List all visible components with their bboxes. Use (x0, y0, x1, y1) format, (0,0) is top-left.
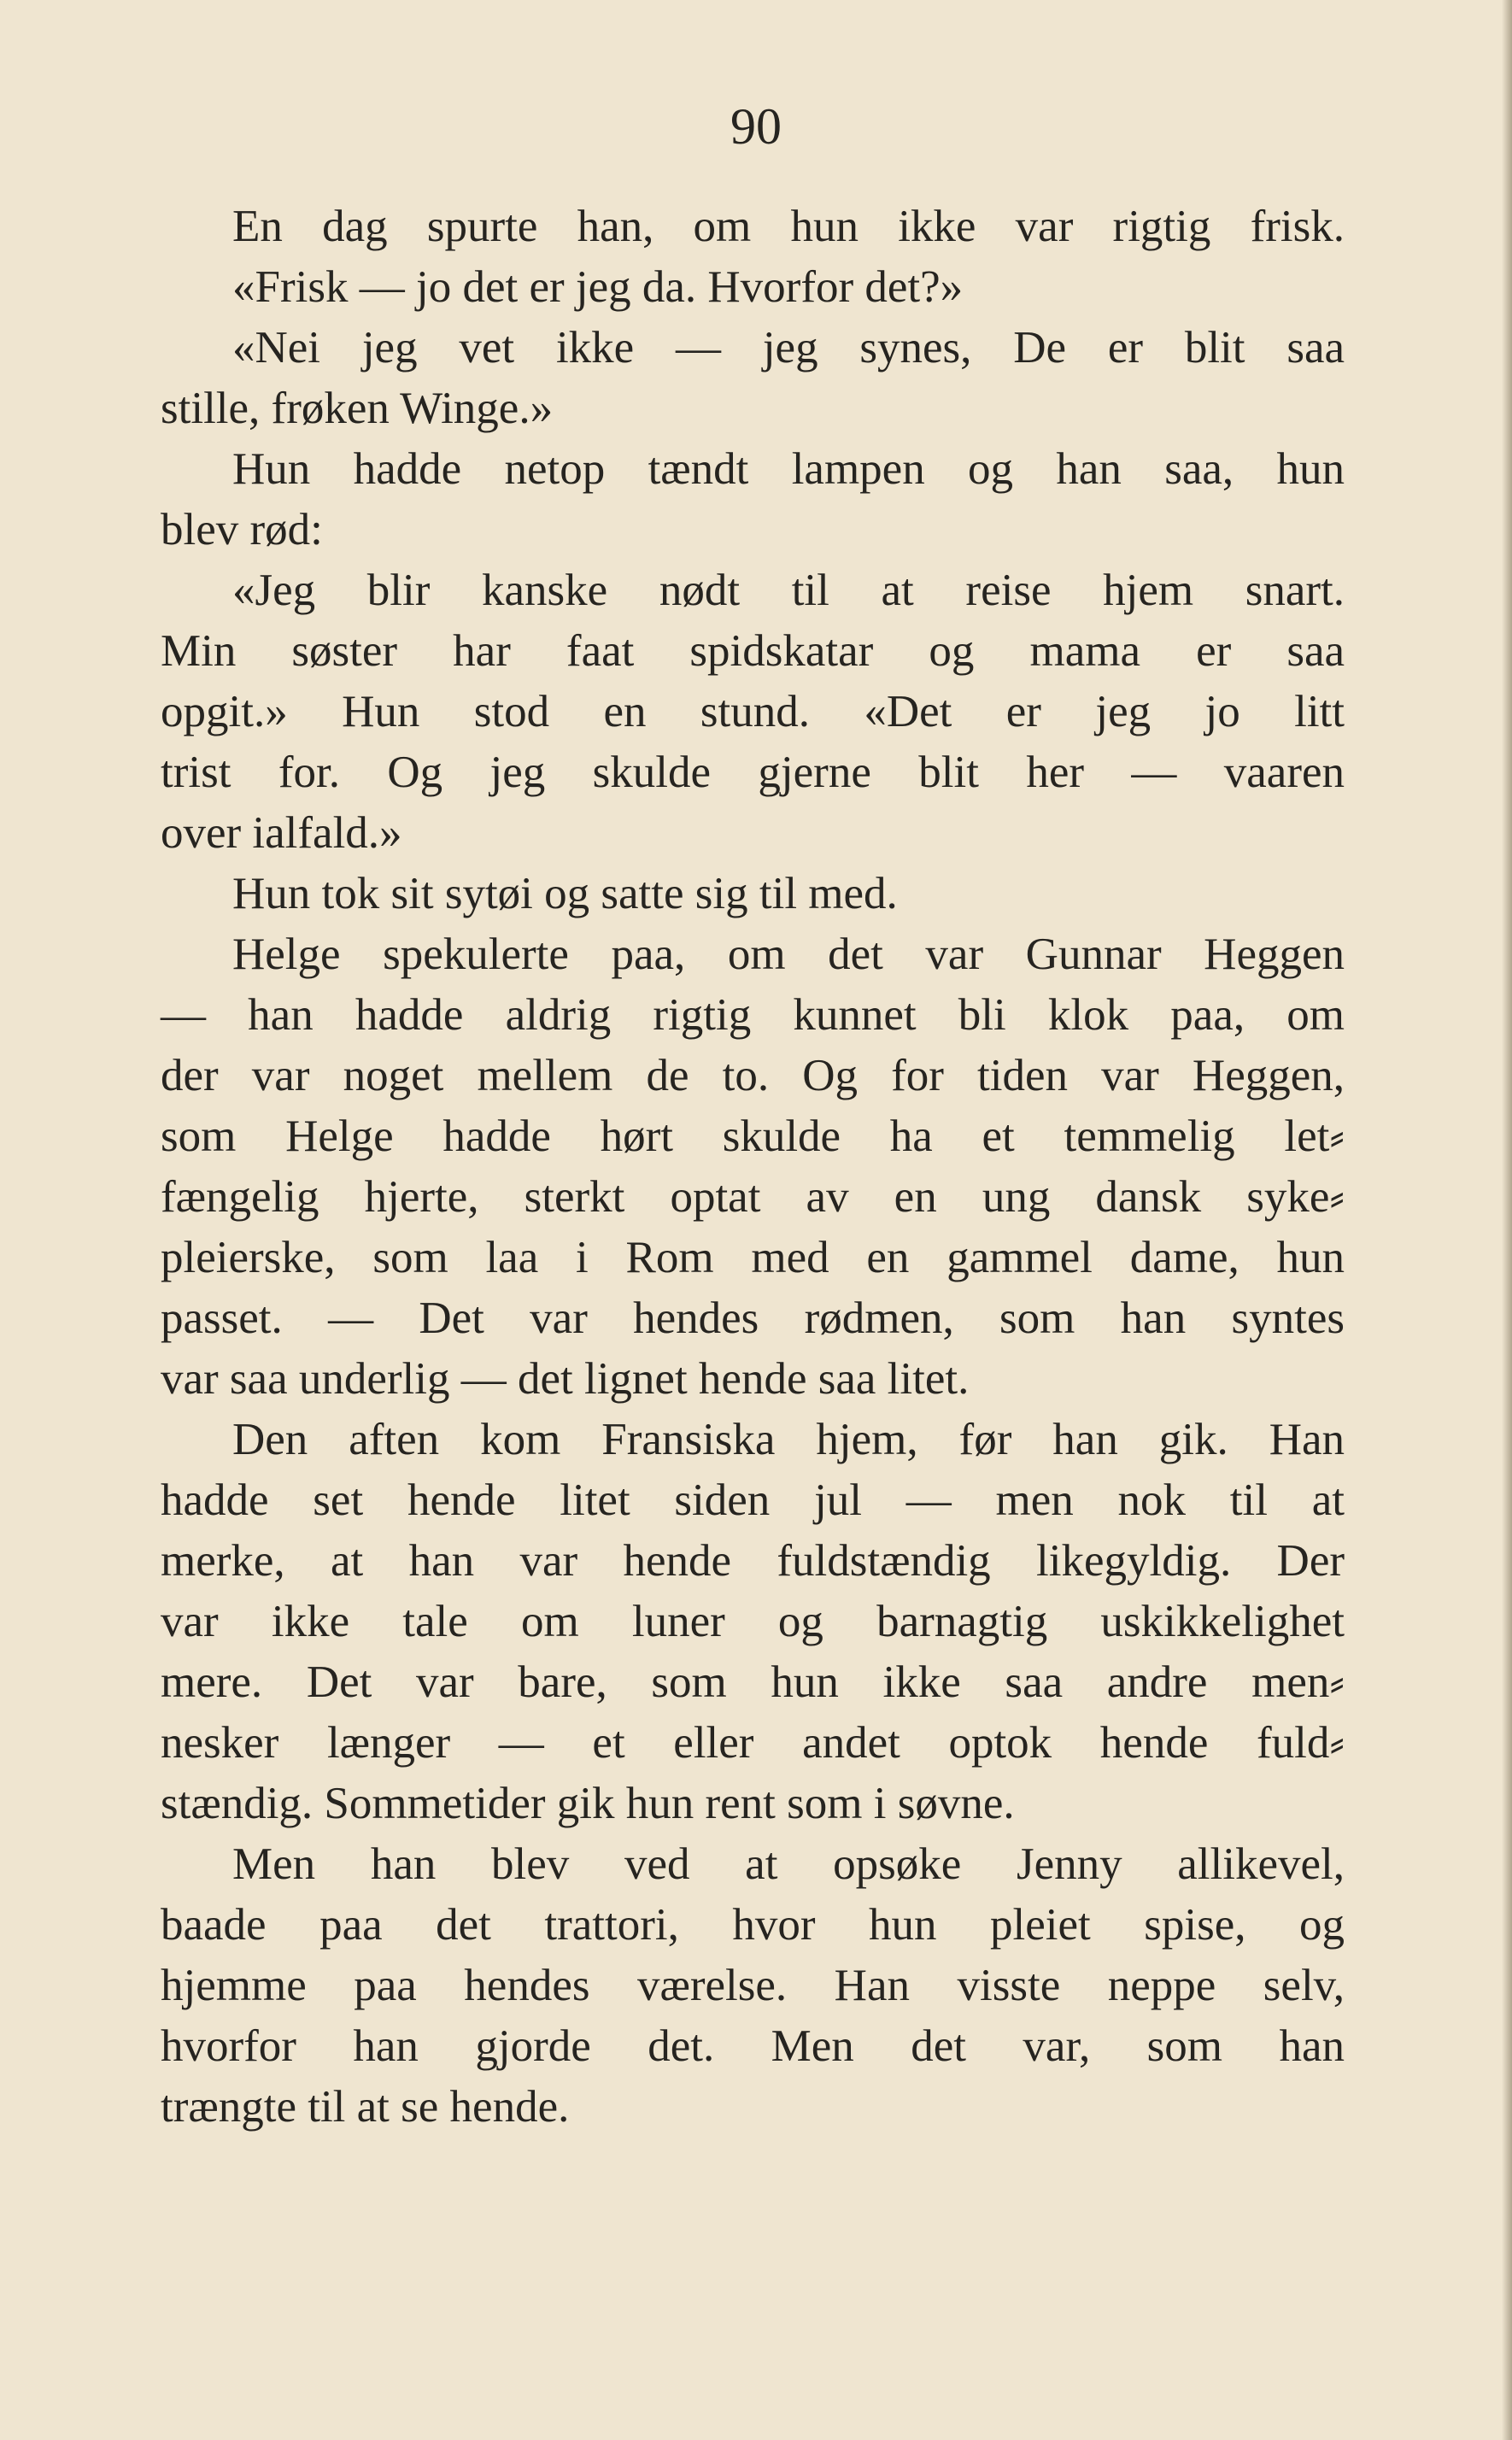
text-line: Men han blev ved at opsøke Jenny allikevel, (232, 1839, 1345, 1889)
text-line: Helge spekulerte paa, om det var Gunnar Heggen (232, 930, 1345, 979)
text-line: Den aften kom Fransiska hjem, før han gik. Han (232, 1415, 1345, 1464)
text-line: stændig. Sommetider gik hun rent som i søvne. (161, 1779, 1015, 1828)
text-line: «Jeg blir kanske nødt til at reise hjem snart. (232, 566, 1345, 615)
body-text (161, 196, 1345, 2138)
text-line: Hun hadde netop tændt lampen og han saa, hun (232, 444, 1345, 494)
text-line: var ikke tale om luner og barnagtig uskikkelighet (161, 1597, 1345, 1646)
text-line: «Nei jeg vet ikke — jeg synes, De er blit saa (232, 323, 1345, 372)
text-line: stille, frøken Winge.» (161, 384, 554, 433)
text-line: En dag spurte han, om hun ikke var rigtig frisk. (232, 202, 1345, 251)
text-line: — han hadde aldrig rigtig kunnet bli klok paa, om (161, 990, 1345, 1040)
text-line: pleierske, som laa i Rom med en gammel dame, hun (161, 1233, 1345, 1282)
text-line: trængte til at se hende. (161, 2082, 570, 2132)
text-line: merke, at han var hende fuldstændig likegyldig. Der (161, 1536, 1345, 1586)
text-line: fængelig hjerte, sterkt optat av en ung dansk syke⸗ (161, 1172, 1345, 1222)
text-line: baade paa det trattori, hvor hun pleiet spise, og (161, 1900, 1345, 1950)
text-line: hjemme paa hendes værelse. Han visste neppe selv, (161, 1961, 1345, 2010)
page-number: 90 (730, 98, 782, 155)
text-line: som Helge hadde hørt skulde ha et temmelig let⸗ (161, 1111, 1345, 1161)
text-line: Min søster har faat spidskatar og mama er saa (161, 626, 1345, 676)
text-line: opgit.» Hun stod en stund. «Det er jeg jo litt (161, 687, 1345, 736)
text-line: var saa underlig — det lignet hende saa litet. (161, 1354, 970, 1404)
text-line: over ialfald.» (161, 808, 402, 858)
text-line: der var noget mellem de to. Og for tiden var Heggen, (161, 1051, 1345, 1100)
text-line: hvorfor han gjorde det. Men det var, som han (161, 2021, 1345, 2071)
text-line: trist for. Og jeg skulde gjerne blit her — vaaren (161, 748, 1345, 797)
text-line: hadde set hende litet siden jul — men nok til at (161, 1475, 1345, 1525)
text-line: Hun tok sit sytøi og satte sig til med. (232, 869, 898, 918)
text-line: mere. Det var bare, som hun ikke saa andre men⸗ (161, 1657, 1345, 1707)
text-line: blev rød: (161, 505, 323, 554)
text-line: nesker længer — et eller andet optok hende fuld⸗ (161, 1718, 1345, 1768)
text-line: «Frisk — jo det er jeg da. Hvorfor det?» (232, 262, 964, 312)
page-edge (1502, 0, 1512, 2440)
text-line: passet. — Det var hendes rødmen, som han syntes (161, 1293, 1345, 1343)
